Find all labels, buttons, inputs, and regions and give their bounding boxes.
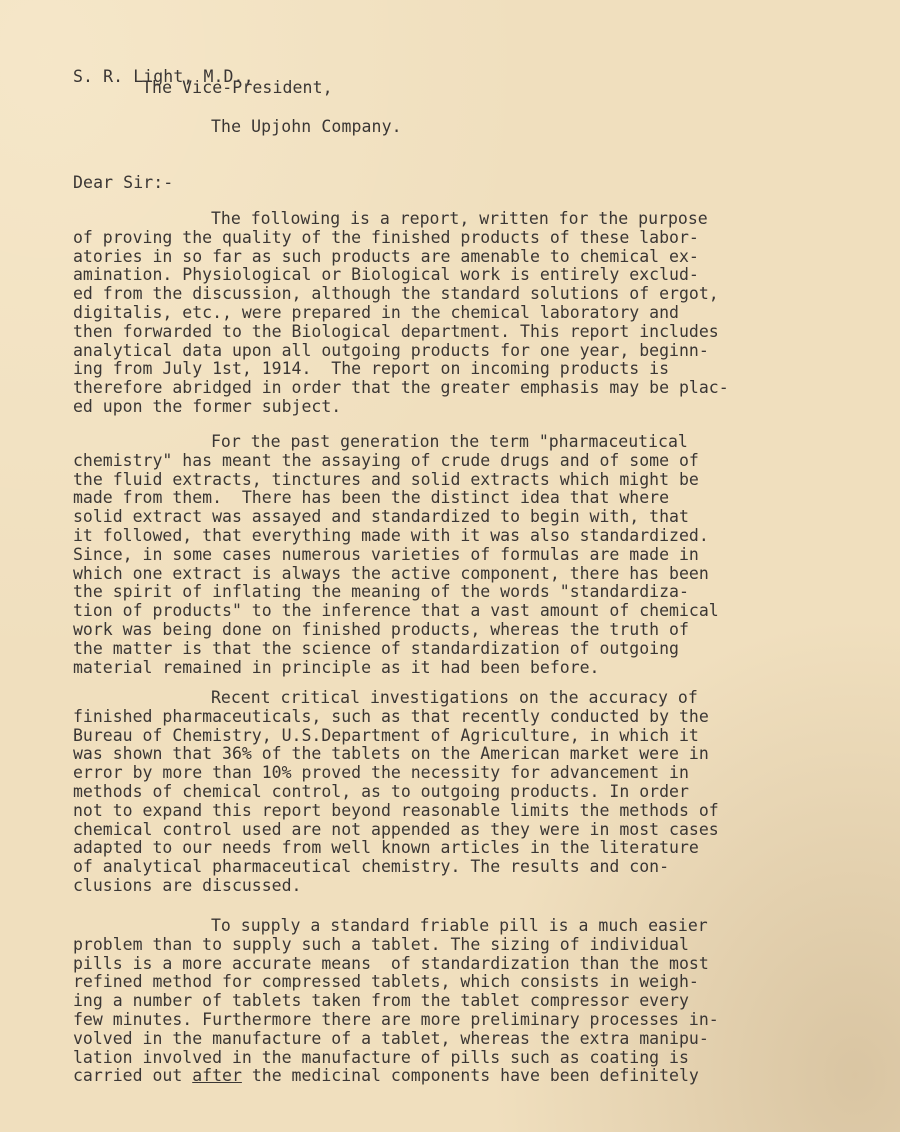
salutation: Dear Sir:- [73, 173, 174, 192]
text-fragment: the medicinal components have been definitely [241, 1066, 699, 1086]
text-line: adapted to our needs from well known articles in the literature [73, 838, 699, 858]
paragraph-1 [73, 210, 873, 417]
text-line: refined method for compressed tablets, which consists in weigh- [73, 972, 699, 992]
text-line: To supply a standard friable pill is a much easier [211, 916, 708, 935]
text-line: few minutes. Furthermore there are more preliminary processes in- [73, 1009, 719, 1029]
text-line: pills is a more accurate means of standardization than the most [73, 953, 709, 973]
paragraph-3 [73, 689, 873, 896]
text-fragment: carried out [73, 1066, 193, 1086]
text-line: it followed, that everything made with it was also standardized. [73, 525, 709, 545]
text-line: therefore abridged in order that the greater emphasis may be plac- [73, 378, 729, 398]
text-line: amination. Physiological or Biological work is entirely exclud- [73, 265, 699, 285]
text-line: analytical data upon all outgoing products for one year, beginn- [73, 340, 709, 360]
text-line: error by more than 10% proved the necessity for advancement in [73, 763, 689, 783]
underlined-word: after [192, 1066, 242, 1086]
text-line: the fluid extracts, tinctures and solid extracts which might be [73, 469, 699, 489]
text-line: ing from July 1st, 1914. The report on incoming products is [73, 359, 670, 379]
text-line: solid extract was assayed and standardized to begin with, that [73, 507, 689, 527]
text-line: which one extract is always the active component, there has been [73, 563, 709, 583]
text-line: of proving the quality of the finished products of these labor- [73, 227, 699, 247]
text-line-last [73, 1067, 873, 1086]
paragraph-4 [73, 917, 873, 1086]
text-line: ing a number of tablets taken from the tablet compressor every [73, 991, 689, 1011]
text-line: lation involved in the manufacture of pills such as coating is [73, 1047, 689, 1067]
text-line: chemical control used are not appended as they were in most cases [73, 819, 719, 839]
text-line: volved in the manufacture of a tablet, whereas the extra manipu- [73, 1028, 709, 1048]
text-line: atories in so far as such products are amenable to chemical ex- [73, 246, 699, 266]
text-line: made from them. There has been the distinct idea that where [73, 488, 670, 508]
recipient-title: The Vice-President, [142, 78, 333, 97]
recipient-name: S. R. Light, M.D., [73, 67, 254, 86]
text-line: of analytical pharmaceutical chemistry. The results and con- [73, 857, 670, 877]
text-line: digitalis, etc., were prepared in the chemical laboratory and [73, 302, 679, 322]
text-line: clusions are discussed. [73, 875, 302, 895]
text-line: tion of products" to the inference that a vast amount of chemical [73, 601, 719, 621]
text-line: Recent critical investigations on the accuracy of [211, 688, 698, 707]
text-line: work was being done on finished products, whereas the truth of [73, 619, 689, 639]
text-line: finished pharmaceuticals, such as that recently conducted by the [73, 706, 709, 726]
text-line: material remained in principle as it had been before. [73, 657, 600, 677]
text-line: the matter is that the science of standardization of outgoing [73, 638, 679, 658]
text-line: was shown that 36% of the tablets on the American market were in [73, 744, 709, 764]
text-line: Since, in some cases numerous varieties of formulas are made in [73, 544, 699, 564]
text-line: then forwarded to the Biological department. This report includes [73, 321, 719, 341]
text-line: chemistry" has meant the assaying of crude drugs and of some of [73, 450, 699, 470]
text-line: not to expand this report beyond reasonable limits the methods of [73, 800, 719, 820]
paragraph-2 [73, 433, 873, 677]
text-line: methods of chemical control, as to outgoing products. In order [73, 781, 689, 801]
text-line: ed upon the former subject. [73, 396, 342, 416]
text-line: The following is a report, written for the purpose [211, 209, 708, 228]
text-line: ed from the discussion, although the standard solutions of ergot, [73, 284, 719, 304]
text-line: Bureau of Chemistry, U.S.Department of Agriculture, in which it [73, 725, 699, 745]
text-line: the spirit of inflating the meaning of the words "standardiza- [73, 582, 689, 602]
text-line: For the past generation the term "pharmaceutical [211, 432, 688, 451]
text-line: problem than to supply such a tablet. The sizing of individual [73, 934, 689, 954]
recipient-company: The Upjohn Company. [211, 117, 402, 136]
